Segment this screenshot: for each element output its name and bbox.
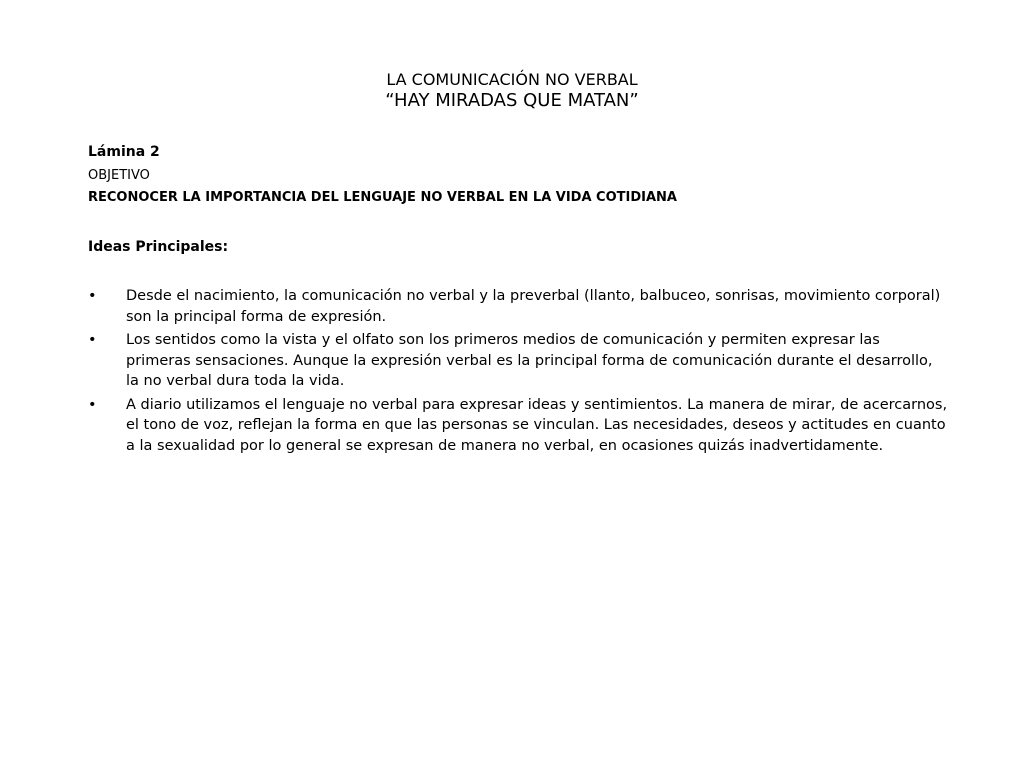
bullet-icon: • <box>88 288 97 304</box>
list-item-text: A diario utilizamos el lenguaje no verbal para expresar ideas y sentimientos. La manera de mirar, de acercarnos, el tono de voz, reflejan la forma en que las personas se vinculan. Las necesidades, deseos y actitudes en cuanto a la sexualidad por lo general se expresan de manera no verbal, en ocasiones quizás inadvertidamente. <box>126 396 948 454</box>
bullet-icon: • <box>88 332 97 348</box>
ideas-list <box>88 286 948 459</box>
list-item <box>88 286 948 327</box>
list-item-text: Los sentidos como la vista y el olfato son los primeros medios de comunicación y permiten expresar las primeras sensaciones. Aunque la expresión verbal es la principal forma de comunicación durante el desarrollo, la no verbal dura toda la vida. <box>126 332 933 389</box>
ideas-heading: Ideas Principales: <box>88 239 229 255</box>
page-subtitle: “HAY MIRADAS QUE MATAN” <box>385 90 639 111</box>
list-item <box>88 330 948 392</box>
title-block <box>0 70 1024 112</box>
lamina-label: Lámina 2 <box>88 144 160 160</box>
page-title: LA COMUNICACIÓN NO VERBAL <box>386 70 638 89</box>
objective-text: RECONOCER LA IMPORTANCIA DEL LENGUAJE NO VERBAL EN LA VIDA COTIDIANA <box>88 190 677 205</box>
objective-label: OBJETIVO <box>88 168 150 183</box>
list-item-text: Desde el nacimiento, la comunicación no verbal y la preverbal (llanto, balbuceo, sonrisas, movimiento corporal) son la principal forma de expresión. <box>126 288 941 325</box>
slide-meta <box>88 143 968 206</box>
list-item <box>88 395 948 457</box>
bullet-icon: • <box>88 396 97 413</box>
